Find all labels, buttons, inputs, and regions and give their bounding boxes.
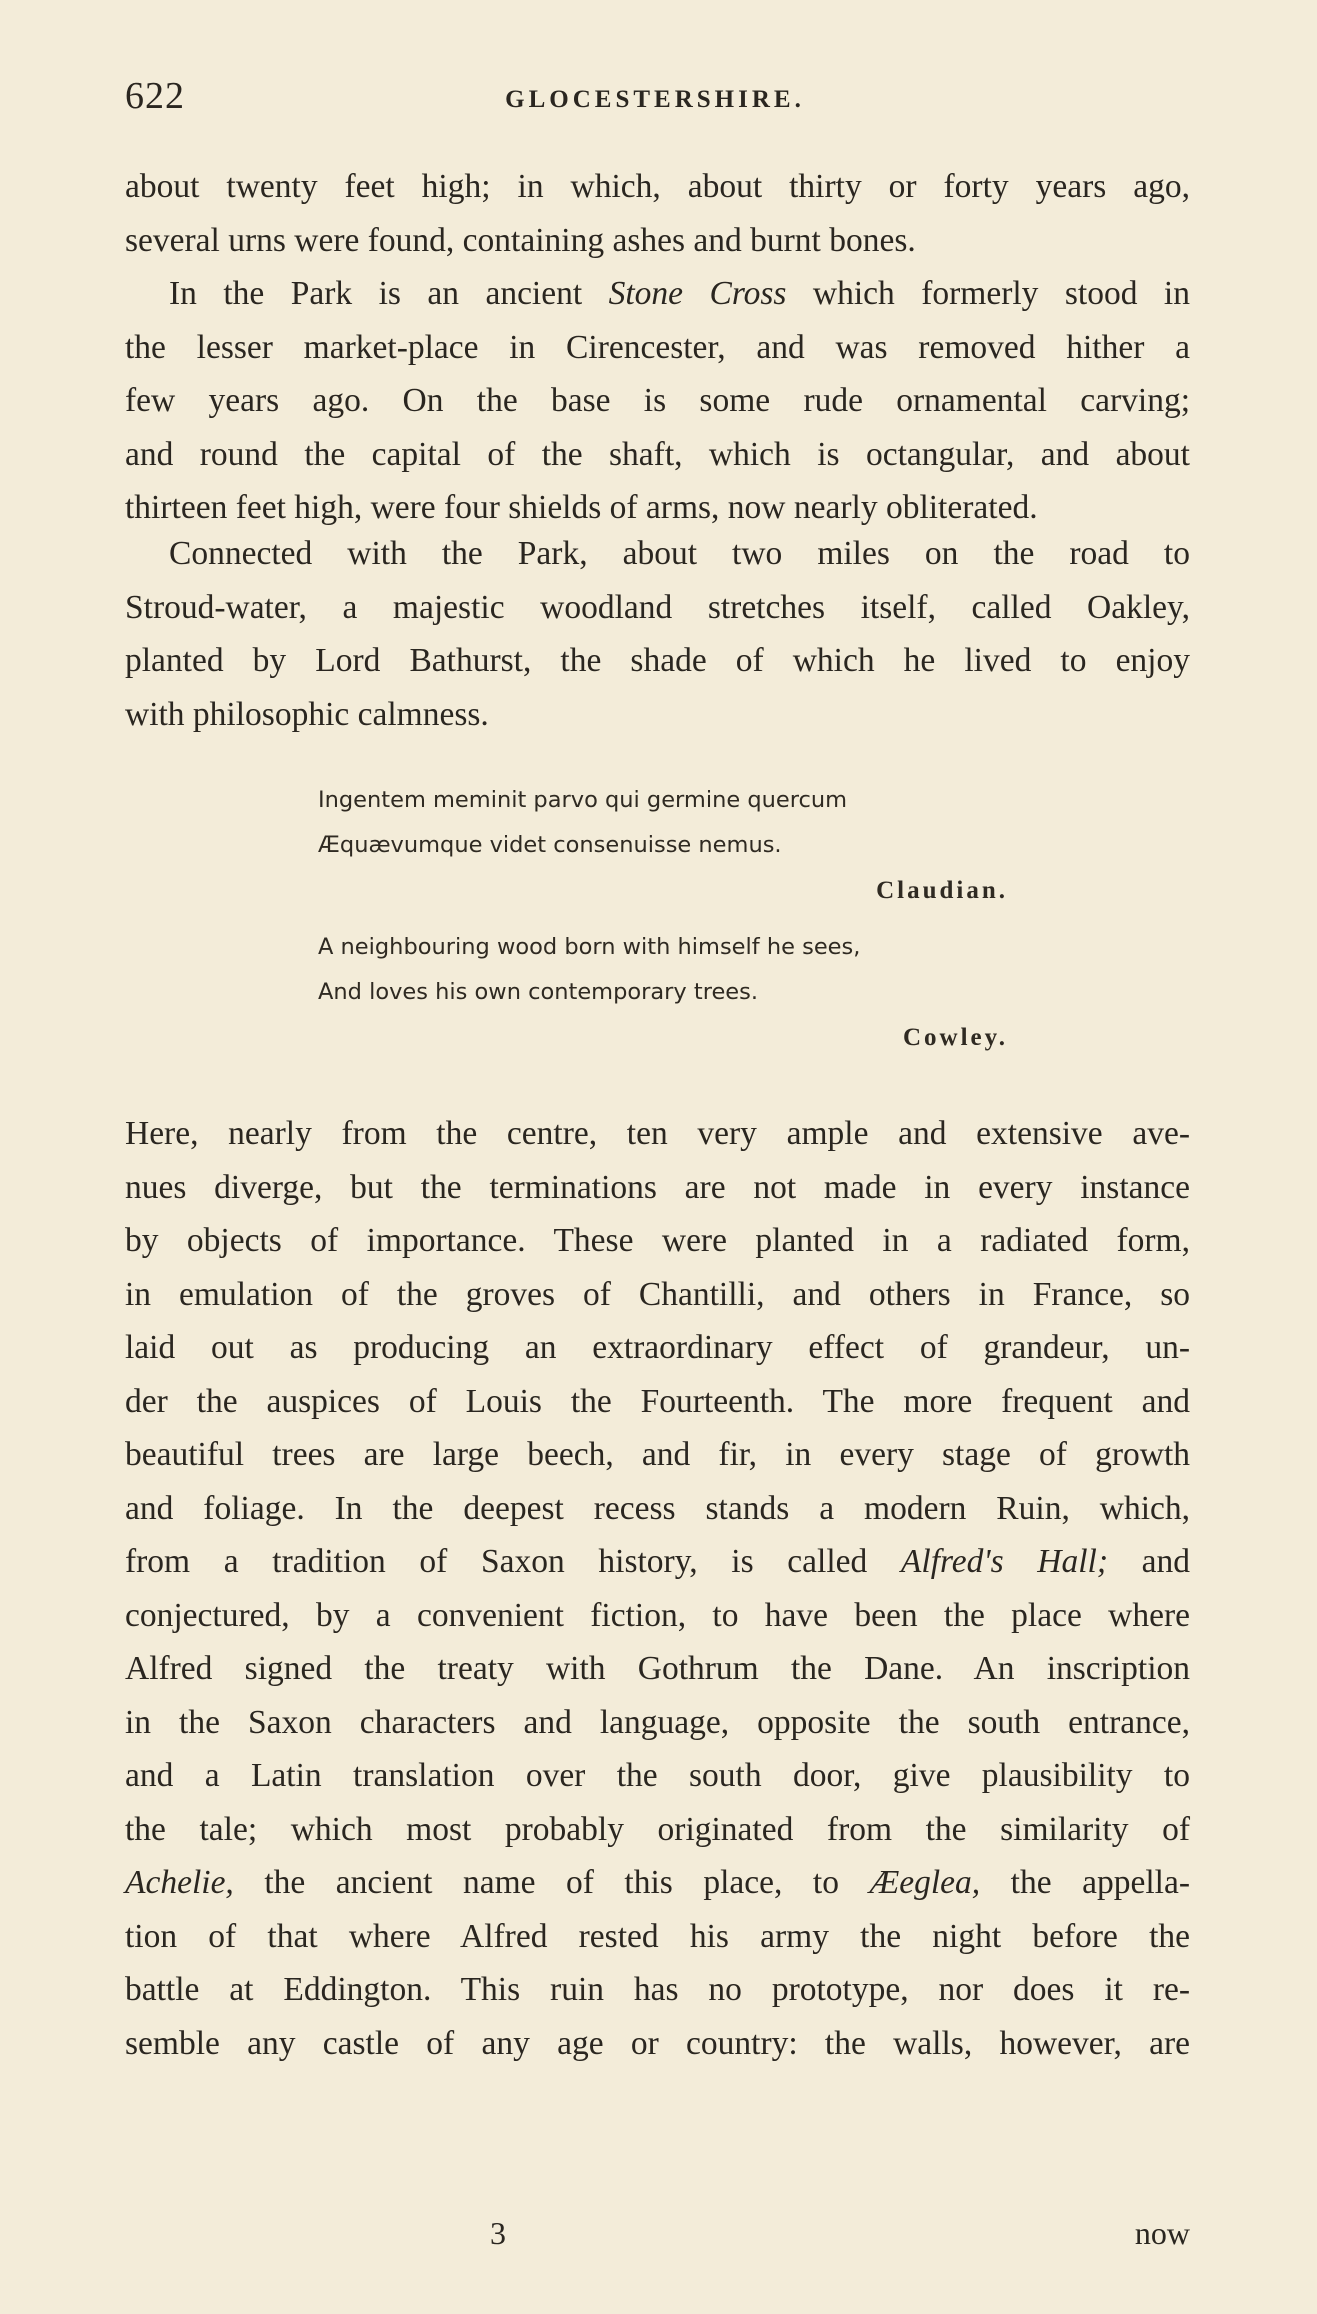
text-line: and foliage. In the deepest recess stands a modern Ruin, which,	[125, 1489, 1190, 1527]
verse-line: Ingentem meminit parvo qui germine quercum	[318, 787, 848, 813]
verse-line: And loves his own contemporary trees.	[318, 979, 759, 1005]
text-line: thirteen feet high, were four shields of arms, now nearly obliterated.	[125, 489, 1038, 526]
text-line: planted by Lord Bathurst, the shade of which he lived to enjoy	[125, 642, 1190, 679]
text-line: and round the capital of the shaft, which is octangular, and about	[125, 435, 1190, 473]
verse-author: Claudian.	[876, 877, 1008, 904]
text-line: from a tradition of Saxon history, is called Alfred's Hall; and	[125, 1543, 1191, 1580]
text-line: Here, nearly from the centre, ten very ample and extensive ave-	[125, 1115, 1190, 1152]
signature-mark: 3	[490, 2215, 506, 2251]
verse-line: Æquævumque videt consenuisse nemus.	[318, 832, 782, 858]
verse-author: Cowley.	[902, 1024, 1008, 1051]
catchword: now	[1134, 2215, 1190, 2251]
verse-line: A neighbouring wood born with himself he sees,	[318, 934, 861, 960]
text-line: few years ago. On the base is some rude ornamental carving;	[125, 382, 1190, 419]
text-line: Stroud-water, a majestic woodland stretches itself, called Oakley,	[125, 588, 1190, 626]
text-line: tion of that where Alfred rested his army the night before the	[125, 1917, 1190, 1955]
paragraph-1	[125, 160, 1190, 267]
running-head: GLOCESTERSHIRE.	[505, 86, 805, 113]
text-line: Achelie, the ancient name of this place, to Æeglea, the appella-	[125, 1864, 1190, 1901]
verse-quotation-english	[318, 925, 1018, 1060]
text-line-with-italic: In the Park is an ancient Stone Cross which formerly stood in	[169, 275, 1190, 312]
text-line: Alfred signed the treaty with Gothrum the Dane. An inscription	[125, 1650, 1190, 1687]
text-line: by objects of importance. These were planted in a radiated form,	[125, 1222, 1190, 1259]
verse-quotation-latin	[318, 778, 1018, 913]
page-header	[125, 74, 1185, 124]
text-line: semble any castle of any age or country: the walls, however, are	[125, 2024, 1190, 2062]
paragraph-3	[125, 527, 1190, 741]
paragraph-2	[125, 267, 1190, 535]
text-line: laid out as producing an extraordinary effect of grandeur, un-	[125, 1329, 1190, 1366]
text-line: in the Saxon characters and language, opposite the south entrance,	[125, 1703, 1190, 1741]
page-number: 622	[125, 75, 185, 117]
text-line: the tale; which most probably originated from the similarity of	[125, 1810, 1190, 1848]
text-line: nues diverge, but the terminations are not made in every instance	[125, 1168, 1190, 1206]
paragraph-4	[125, 1107, 1190, 2070]
text-line: beautiful trees are large beech, and fir, in every stage of growth	[125, 1436, 1190, 1473]
text-line: and a Latin translation over the south door, give plausibility to	[125, 1757, 1190, 1794]
page-footer	[125, 2215, 1190, 2265]
text-line: about twenty feet high; in which, about thirty or forty years ago,	[125, 168, 1190, 205]
text-line: several urns were found, containing ashes and burnt bones.	[125, 221, 916, 259]
text-line: in emulation of the groves of Chantilli, and others in France, so	[125, 1275, 1190, 1313]
text-line: the lesser market-place in Cirencester, and was removed hither a	[125, 328, 1190, 366]
text-line: der the auspices of Louis the Fourteenth. The more frequent and	[125, 1382, 1190, 1420]
text-line: Connected with the Park, about two miles on the road to	[169, 535, 1190, 572]
text-line: with philosophic calmness.	[125, 695, 489, 733]
text-line: conjectured, by a convenient fiction, to have been the place where	[125, 1596, 1190, 1634]
text-line: battle at Eddington. This ruin has no prototype, nor does it re-	[125, 1971, 1190, 2008]
